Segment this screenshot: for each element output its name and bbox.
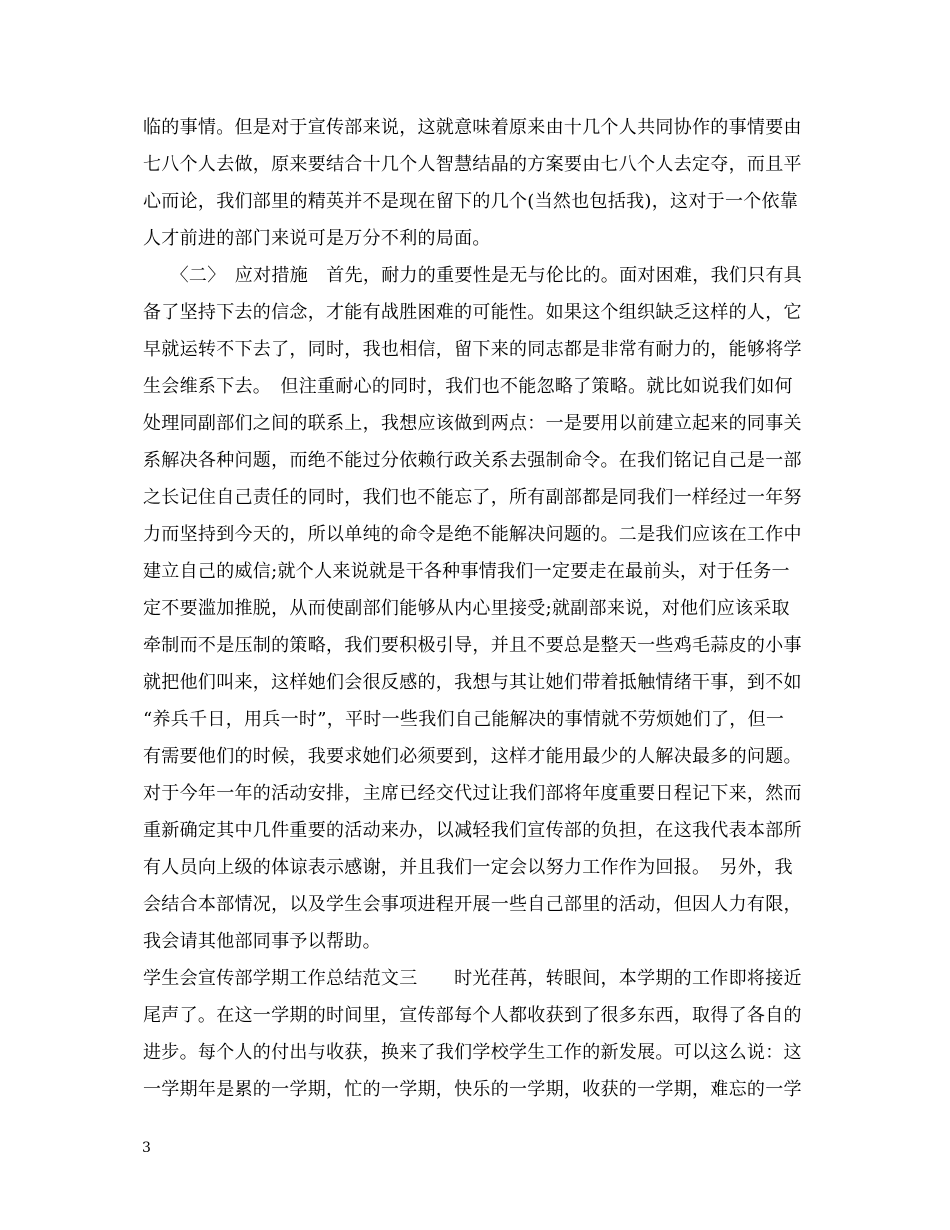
text-line: 对于今年一年的活动安排，主席已经交代过让我们部将年度重要日程记下来，然而 [143,783,802,804]
text-line: 人才前进的部门来说可是万分不利的局面。 [143,228,491,249]
text-line: 处理同副部们之间的联系上，我想应该做到两点：一是要用以前建立起来的同事关 [143,413,802,434]
text-line: 生会维系下去。 但注重耐心的同时，我们也不能忽略了策略。就比如说我们如何 [143,376,793,397]
text-line: 之长记住自己责任的同时，我们也不能忘了，所有副部都是同我们一样经过一年努 [143,487,802,508]
text-line: 系解决各种问题，而绝不能过分依赖行政关系去强制命令。在我们铭记自己是一部 [143,450,802,471]
text-line: “养兵千日，用兵一时”，平时一些我们自己能解决的事情就不劳烦她们了，但一 [143,709,785,730]
text-line: 力而坚持到今天的，所以单纯的命令是绝不能解决问题的。二是我们应该在工作中 [143,524,802,545]
page-number: 3 [142,1140,151,1156]
text-line: 就把他们叫来，这样她们会很反感的，我想与其让她们带着抵触情绪干事，到不如 [143,672,802,693]
text-line: 尾声了。在这一学期的时间里，宣传部每个人都收获到了很多东西，取得了各自的 [143,1005,802,1026]
text-line: 重新确定其中几件重要的活动来办，以减轻我们宣传部的负担，在这我代表本部所 [143,820,802,841]
text-line: 有人员向上级的体谅表示感谢，并且我们一定会以努力工作作为回报。 另外，我 [143,857,793,878]
text-line: 心而论，我们部里的精英并不是现在留下的几个(当然也包括我)，这对于一个依靠 [143,191,799,212]
text-line: 我会请其他部同事予以帮助。 [143,931,381,952]
text-line: 早就运转不下去了，同时，我也相信，留下来的同志都是非常有耐力的，能够将学 [143,339,802,360]
text-line: 〈二〉 应对措施 首先，耐力的重要性是无与伦比的。面对困难，我们只有具 [143,265,803,286]
text-line: 备了坚持下去的信念，才能有战胜困难的可能性。如果这个组织缺乏这样的人，它 [143,302,802,323]
text-line: 定不要滥加推脱，从而使副部们能够从内心里接受;就副部来说，对他们应该采取 [143,598,790,619]
text-line: 建立自己的威信;就个人来说就是干各种事情我们一定要走在最前头，对于任务一 [143,561,790,582]
text-line: 学生会宣传部学期工作总结范文三 时光荏苒，转眼间，本学期的工作即将接近 [143,968,802,989]
text-line: 七八个人去做，原来要结合十几个人智慧结晶的方案要由七八个人去定夺，而且平 [143,154,802,175]
text-line: 有需要他们的时候，我要求她们必须要到，这样才能用最少的人解决最多的问题。 [143,746,802,767]
text-line: 牵制而不是压制的策略，我们要积极引导，并且不要总是整天一些鸡毛蒜皮的小事 [143,635,802,656]
text-line: 进步。每个人的付出与收获，换来了我们学校学生工作的新发展。可以这么说：这 [143,1042,802,1063]
text-line: 临的事情。但是对于宣传部来说，这就意味着原来由十几个人共同协作的事情要由 [143,117,802,138]
text-line: 一学期年是累的一学期，忙的一学期，快乐的一学期，收获的一学期，难忘的一学 [143,1079,802,1100]
text-line: 会结合本部情况，以及学生会事项进程开展一些自己部里的活动，但因人力有限， [143,894,802,915]
